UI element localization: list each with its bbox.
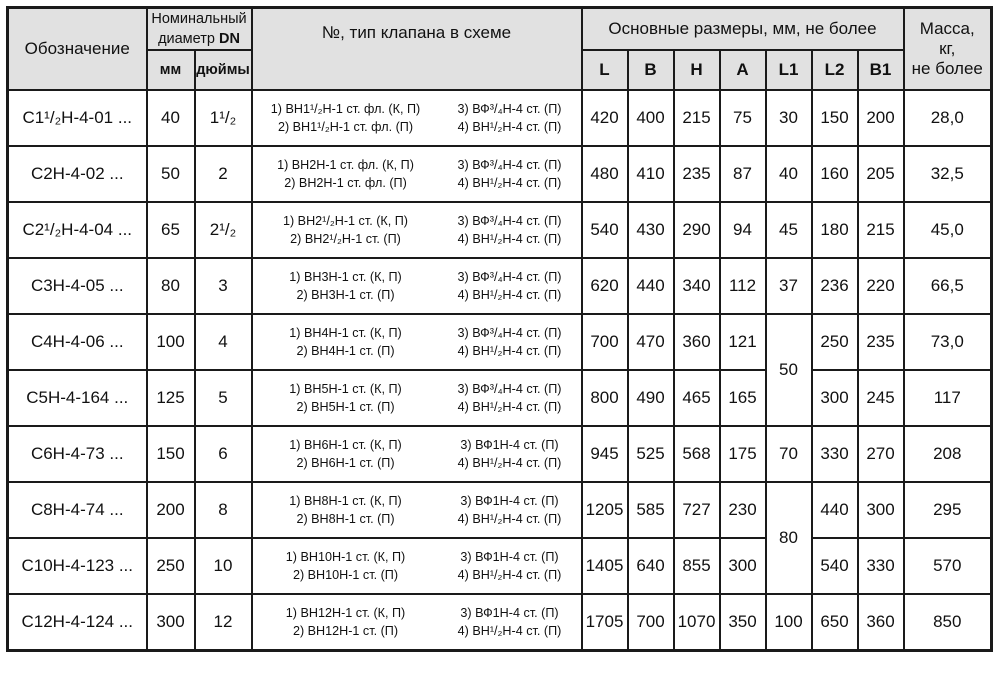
header-mass-line2: кг, [939, 39, 956, 58]
cell-L2: 250 [812, 314, 858, 370]
valve-item: 4) ВН¹/₂Н-4 ст. (П) [457, 624, 562, 638]
cell-inches: 10 [195, 538, 252, 594]
table-row [8, 146, 992, 202]
cell-designation: С3Н-4-05 ... [8, 258, 147, 314]
cell-L2: 540 [812, 538, 858, 594]
cell-inches: 5 [195, 370, 252, 426]
cell-H: 235 [674, 146, 720, 202]
cell-B1: 220 [858, 258, 904, 314]
cell-L2: 300 [812, 370, 858, 426]
cell-inches: 1¹/₂ [195, 90, 252, 146]
cell-B1: 205 [858, 146, 904, 202]
cell-L2: 236 [812, 258, 858, 314]
header-A: A [720, 50, 766, 90]
cell-mass: 208 [904, 426, 992, 482]
header-L1: L1 [766, 50, 812, 90]
cell-H: 340 [674, 258, 720, 314]
cell-L1: 40 [766, 146, 812, 202]
cell-valves [252, 202, 582, 258]
cell-H: 568 [674, 426, 720, 482]
cell-designation: С12Н-4-124 ... [8, 594, 147, 651]
valve-item: 2) ВН10Н-1 ст. (П) [292, 568, 399, 582]
valve-item: 2) ВН1¹/₂Н-1 ст. фл. (П) [277, 120, 414, 134]
valve-item: 1) ВН2Н-1 ст. фл. (К, П) [277, 158, 414, 172]
cell-inches: 2¹/₂ [195, 202, 252, 258]
cell-inches: 6 [195, 426, 252, 482]
valve-item: 3) ВФ1Н-4 ст. (П) [460, 438, 559, 452]
cell-mm: 80 [147, 258, 195, 314]
valve-item: 1) ВН4Н-1 ст. (К, П) [289, 326, 402, 340]
cell-B: 490 [628, 370, 674, 426]
valve-item: 2) ВН2Н-1 ст. фл. (П) [284, 176, 407, 190]
cell-inches: 12 [195, 594, 252, 651]
valve-item: 1) ВН5Н-1 ст. (К, П) [289, 382, 402, 396]
valve-list [253, 604, 581, 640]
cell-B: 400 [628, 90, 674, 146]
cell-A: 94 [720, 202, 766, 258]
cell-designation: С2¹/₂Н-4-04 ... [8, 202, 147, 258]
table-row [8, 258, 992, 314]
header-nominal-line2: диаметр [158, 31, 215, 47]
cell-L1: 70 [766, 426, 812, 482]
valve-list [253, 100, 581, 136]
cell-B: 700 [628, 594, 674, 651]
table-body [8, 90, 992, 651]
cell-B1: 200 [858, 90, 904, 146]
valve-item: 4) ВН¹/₂Н-4 ст. (П) [457, 120, 562, 134]
valve-item: 3) ВФ³/₄Н-4 ст. (П) [457, 382, 562, 396]
valve-item: 4) ВН¹/₂Н-4 ст. (П) [457, 568, 562, 582]
cell-H: 465 [674, 370, 720, 426]
cell-L: 1705 [582, 594, 628, 651]
cell-A: 350 [720, 594, 766, 651]
cell-B1: 235 [858, 314, 904, 370]
valve-list [253, 156, 581, 192]
valve-item: 4) ВН¹/₂Н-4 ст. (П) [457, 176, 562, 190]
cell-inches: 2 [195, 146, 252, 202]
cell-mm: 300 [147, 594, 195, 651]
valve-item: 3) ВФ1Н-4 ст. (П) [460, 494, 559, 508]
cell-L1: 50 [766, 314, 812, 426]
cell-L: 620 [582, 258, 628, 314]
header-dn: DN [218, 31, 240, 47]
table-row [8, 482, 992, 538]
cell-B: 430 [628, 202, 674, 258]
header-inches: дюймы [195, 50, 252, 90]
cell-mass: 66,5 [904, 258, 992, 314]
cell-L1: 30 [766, 90, 812, 146]
cell-B1: 215 [858, 202, 904, 258]
cell-valves [252, 426, 582, 482]
header-H: H [674, 50, 720, 90]
valve-item: 1) ВН12Н-1 ст. (К, П) [285, 606, 406, 620]
valve-item: 3) ВФ1Н-4 ст. (П) [460, 606, 559, 620]
cell-mass: 73,0 [904, 314, 992, 370]
valve-item: 1) ВН3Н-1 ст. (К, П) [289, 270, 402, 284]
valve-item: 3) ВФ³/₄Н-4 ст. (П) [457, 158, 562, 172]
cell-B: 525 [628, 426, 674, 482]
cell-L: 1405 [582, 538, 628, 594]
table-row [8, 370, 992, 426]
header-designation: Обозначение [8, 8, 147, 91]
cell-H: 290 [674, 202, 720, 258]
cell-L2: 150 [812, 90, 858, 146]
header-mm: мм [147, 50, 195, 90]
valve-list [253, 212, 581, 248]
cell-mm: 200 [147, 482, 195, 538]
cell-A: 121 [720, 314, 766, 370]
valve-item: 1) ВН6Н-1 ст. (К, П) [289, 438, 402, 452]
header-L2: L2 [812, 50, 858, 90]
cell-L1: 100 [766, 594, 812, 651]
cell-B: 585 [628, 482, 674, 538]
cell-mass: 32,5 [904, 146, 992, 202]
cell-H: 1070 [674, 594, 720, 651]
cell-valves [252, 594, 582, 651]
table-row [8, 90, 992, 146]
header-valves: №, тип клапана в схеме [252, 8, 582, 91]
valve-item: 1) ВН1¹/₂Н-1 ст. фл. (К, П) [270, 102, 421, 116]
cell-B: 640 [628, 538, 674, 594]
cell-B1: 245 [858, 370, 904, 426]
valve-item: 4) ВН¹/₂Н-4 ст. (П) [457, 512, 562, 526]
cell-designation: С5Н-4-164 ... [8, 370, 147, 426]
header-B1: B1 [858, 50, 904, 90]
cell-designation: С2Н-4-02 ... [8, 146, 147, 202]
cell-mm: 125 [147, 370, 195, 426]
valve-item: 4) ВН¹/₂Н-4 ст. (П) [457, 456, 562, 470]
valve-item: 2) ВН6Н-1 ст. (П) [296, 456, 395, 470]
valve-item: 3) ВФ1Н-4 ст. (П) [460, 550, 559, 564]
cell-B1: 300 [858, 482, 904, 538]
cell-L2: 650 [812, 594, 858, 651]
cell-B1: 270 [858, 426, 904, 482]
table-row [8, 426, 992, 482]
header-B: B [628, 50, 674, 90]
cell-mass: 117 [904, 370, 992, 426]
cell-L2: 160 [812, 146, 858, 202]
cell-A: 175 [720, 426, 766, 482]
header-L: L [582, 50, 628, 90]
cell-L: 800 [582, 370, 628, 426]
cell-B: 470 [628, 314, 674, 370]
valve-list [253, 380, 581, 416]
valve-item: 4) ВН¹/₂Н-4 ст. (П) [457, 400, 562, 414]
header-mass-line3: не более [911, 59, 983, 78]
cell-inches: 3 [195, 258, 252, 314]
cell-valves [252, 258, 582, 314]
header-dimensions: Основные размеры, мм, не более [582, 8, 904, 51]
cell-mm: 40 [147, 90, 195, 146]
cell-mm: 50 [147, 146, 195, 202]
table-row [8, 202, 992, 258]
cell-L2: 330 [812, 426, 858, 482]
valve-item: 3) ВФ³/₄Н-4 ст. (П) [457, 214, 562, 228]
cell-designation: С10Н-4-123 ... [8, 538, 147, 594]
cell-L1: 37 [766, 258, 812, 314]
cell-L1: 80 [766, 482, 812, 594]
valve-item: 2) ВН8Н-1 ст. (П) [296, 512, 395, 526]
cell-valves [252, 146, 582, 202]
cell-H: 215 [674, 90, 720, 146]
specification-table [6, 6, 993, 652]
header-mass-line1: Масса, [919, 19, 975, 38]
cell-mass: 850 [904, 594, 992, 651]
cell-A: 112 [720, 258, 766, 314]
cell-mm: 250 [147, 538, 195, 594]
valve-item: 2) ВН2¹/₂Н-1 ст. (П) [290, 232, 401, 246]
cell-B: 410 [628, 146, 674, 202]
valve-list [253, 268, 581, 304]
valve-item: 3) ВФ³/₄Н-4 ст. (П) [457, 270, 562, 284]
valve-item: 1) ВН2¹/₂Н-1 ст. (К, П) [282, 214, 408, 228]
cell-inches: 8 [195, 482, 252, 538]
valve-item: 4) ВН¹/₂Н-4 ст. (П) [457, 344, 562, 358]
cell-mass: 28,0 [904, 90, 992, 146]
cell-B1: 360 [858, 594, 904, 651]
cell-B1: 330 [858, 538, 904, 594]
cell-H: 360 [674, 314, 720, 370]
cell-valves [252, 370, 582, 426]
valve-item: 2) ВН5Н-1 ст. (П) [296, 400, 395, 414]
valve-item: 1) ВН8Н-1 ст. (К, П) [289, 494, 402, 508]
cell-L1: 45 [766, 202, 812, 258]
cell-L: 420 [582, 90, 628, 146]
cell-valves [252, 314, 582, 370]
cell-B: 440 [628, 258, 674, 314]
cell-H: 855 [674, 538, 720, 594]
cell-L2: 180 [812, 202, 858, 258]
cell-A: 75 [720, 90, 766, 146]
cell-A: 300 [720, 538, 766, 594]
cell-L: 1205 [582, 482, 628, 538]
cell-L: 480 [582, 146, 628, 202]
cell-valves [252, 482, 582, 538]
cell-mm: 100 [147, 314, 195, 370]
cell-designation: С8Н-4-74 ... [8, 482, 147, 538]
cell-valves [252, 90, 582, 146]
valve-list [253, 436, 581, 472]
valve-list [253, 324, 581, 360]
valve-item: 4) ВН¹/₂Н-4 ст. (П) [457, 232, 562, 246]
header-nominal-diameter [147, 8, 252, 51]
cell-valves [252, 538, 582, 594]
cell-mass: 45,0 [904, 202, 992, 258]
cell-H: 727 [674, 482, 720, 538]
valve-item: 4) ВН¹/₂Н-4 ст. (П) [457, 288, 562, 302]
header-mass [904, 8, 992, 91]
cell-L: 945 [582, 426, 628, 482]
cell-A: 230 [720, 482, 766, 538]
header-nominal-line1: Номинальный [151, 11, 247, 27]
table-row [8, 538, 992, 594]
cell-designation: С1¹/₂Н-4-01 ... [8, 90, 147, 146]
valve-item: 2) ВН12Н-1 ст. (П) [292, 624, 399, 638]
cell-A: 165 [720, 370, 766, 426]
cell-L: 700 [582, 314, 628, 370]
valve-item: 3) ВФ³/₄Н-4 ст. (П) [457, 326, 562, 340]
valve-item: 1) ВН10Н-1 ст. (К, П) [285, 550, 406, 564]
valve-list [253, 548, 581, 584]
cell-inches: 4 [195, 314, 252, 370]
cell-mass: 295 [904, 482, 992, 538]
valve-item: 2) ВН3Н-1 ст. (П) [296, 288, 395, 302]
cell-L: 540 [582, 202, 628, 258]
valve-list [253, 492, 581, 528]
valve-item: 2) ВН4Н-1 ст. (П) [296, 344, 395, 358]
table-row [8, 594, 992, 651]
table-row [8, 314, 992, 370]
valve-item: 3) ВФ³/₄Н-4 ст. (П) [457, 102, 562, 116]
cell-L2: 440 [812, 482, 858, 538]
cell-mm: 65 [147, 202, 195, 258]
cell-A: 87 [720, 146, 766, 202]
cell-designation: С6Н-4-73 ... [8, 426, 147, 482]
cell-designation: С4Н-4-06 ... [8, 314, 147, 370]
cell-mm: 150 [147, 426, 195, 482]
cell-mass: 570 [904, 538, 992, 594]
